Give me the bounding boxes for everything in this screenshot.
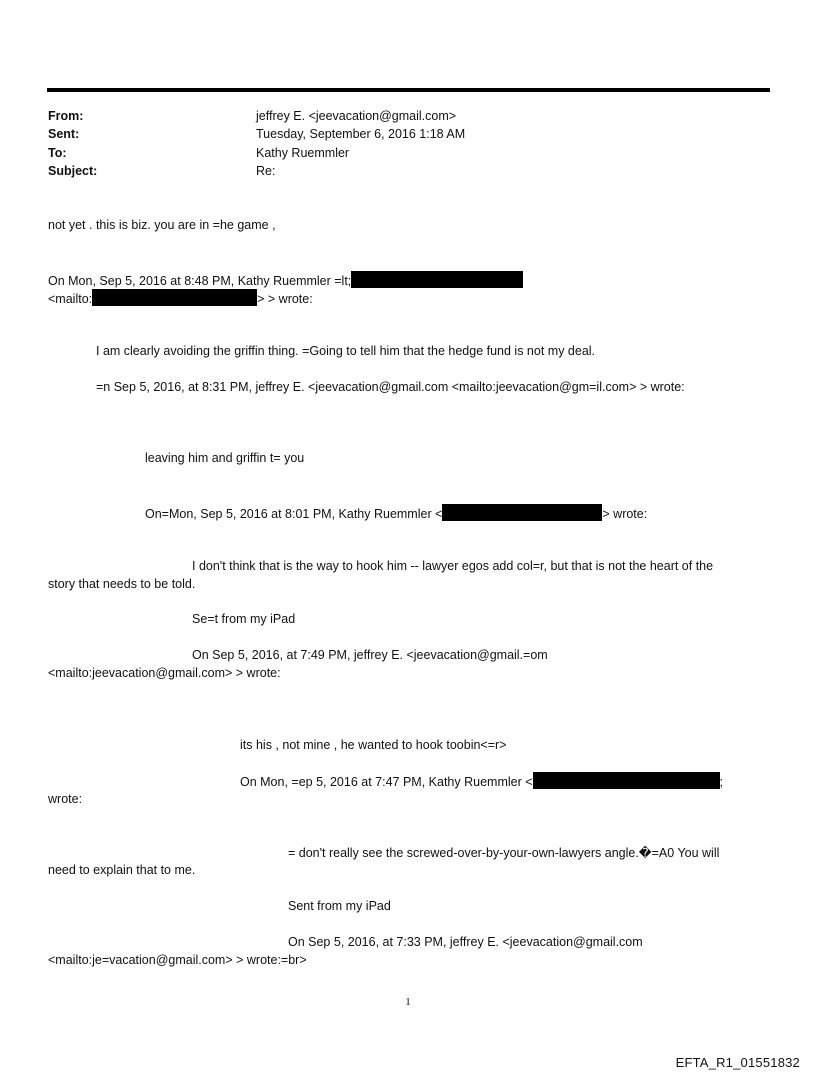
message-line: its his , not mine , he wanted to hook toobin<=r> — [240, 738, 507, 752]
quote-header-line — [48, 271, 523, 289]
quote-header-text: > > wrote: — [257, 292, 313, 306]
quote-header-line — [240, 772, 723, 790]
page-number: 1 — [405, 996, 411, 1008]
redaction-block — [533, 772, 720, 789]
bates-number: EFTA_R1_01551832 — [675, 1055, 800, 1070]
message-line: not yet . this is biz. you are in =he game , — [48, 218, 276, 232]
quote-header-text: On Mon, Sep 5, 2016 at 8:48 PM, Kathy Ruemmler =lt; — [48, 274, 352, 288]
quote-header-line — [48, 289, 313, 307]
quote-header-line: <mailto:je=vacation@gmail.com> > wrote:=br> — [48, 953, 307, 967]
quote-header-text: <mailto: — [48, 292, 93, 306]
to-value: Kathy Ruemmler — [256, 146, 350, 160]
quote-header-line: =n Sep 5, 2016, at 8:31 PM, jeffrey E. <jeevacation@gmail.com <mailto:jeevacation@gm=il.com> > wrote: — [96, 380, 685, 394]
message-line: = don't really see the screwed-over-by-your-own-lawyers angle.�=A0 You will — [288, 846, 720, 860]
signature-line: Se=t from my iPad — [192, 612, 296, 626]
redaction-block — [442, 504, 602, 521]
message-line: I am clearly avoiding the griffin thing. =Going to tell him that the hedge fund is not my deal. — [96, 344, 596, 358]
redaction-block — [92, 289, 257, 306]
sent-label: Sent: — [48, 127, 80, 141]
quote-header-text: > wrote: — [602, 507, 648, 521]
message-line: story that needs to be told. — [48, 577, 196, 591]
quote-header-text: On Mon, =ep 5, 2016 at 7:47 PM, Kathy Ruemmler < — [240, 775, 533, 789]
subject-label: Subject: — [48, 164, 98, 178]
from-value: jeffrey E. <jeevacation@gmail.com> — [256, 109, 457, 123]
signature-line: Sent from my iPad — [288, 899, 391, 913]
message-line: I don't think that is the way to hook him -- lawyer egos add col=r, but that is not the heart of the — [192, 559, 714, 573]
quote-header-line: <mailto:jeevacation@gmail.com> > wrote: — [48, 666, 281, 680]
redaction-block — [351, 271, 523, 288]
quote-header-text: On=Mon, Sep 5, 2016 at 8:01 PM, Kathy Ruemmler < — [145, 507, 443, 521]
sent-value: Tuesday, September 6, 2016 1:18 AM — [256, 127, 466, 141]
quote-header-line: On Sep 5, 2016, at 7:49 PM, jeffrey E. <jeevacation@gmail.=om — [192, 648, 548, 662]
subject-value: Re: — [256, 164, 276, 178]
from-label: From: — [48, 109, 84, 123]
to-label: To: — [48, 146, 67, 160]
quote-header-line: On Sep 5, 2016, at 7:33 PM, jeffrey E. <jeevacation@gmail.com — [288, 935, 643, 949]
quote-header-text: ; — [719, 775, 724, 789]
header-rule — [47, 88, 770, 92]
message-line: leaving him and griffin t= you — [145, 451, 305, 465]
quote-header-line: wrote: — [48, 792, 83, 806]
message-line: need to explain that to me. — [48, 863, 196, 877]
quote-header-line — [145, 504, 647, 522]
